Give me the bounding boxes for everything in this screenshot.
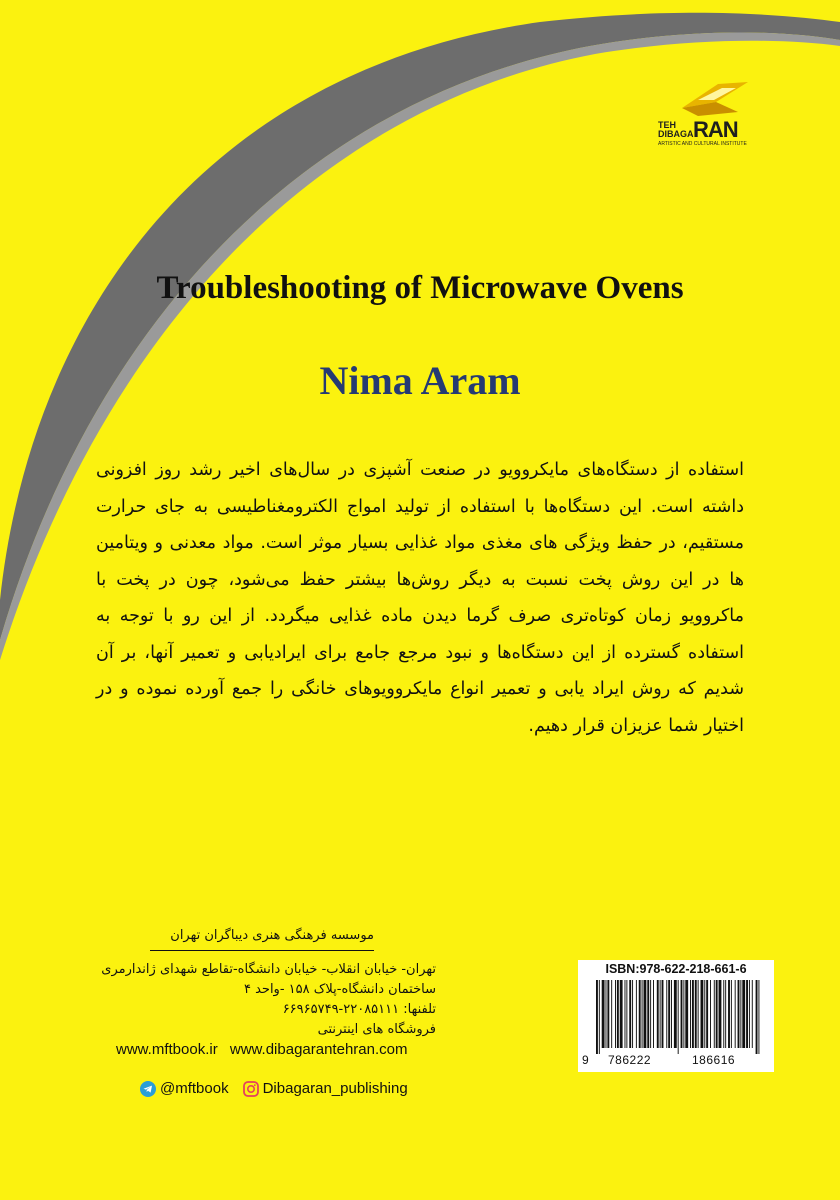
barcode-bar	[650, 980, 651, 1048]
barcode-bar	[647, 980, 649, 1048]
online-stores-label: فروشگاه های اینترنتی	[317, 1022, 436, 1037]
logo-text-teh: TEH	[658, 120, 676, 130]
barcode-bar	[683, 980, 684, 1048]
barcode-bar	[632, 980, 633, 1048]
barcode-bar	[611, 980, 612, 1048]
publisher-logo	[640, 78, 760, 168]
barcode-bar	[626, 980, 627, 1048]
barcode-bar	[625, 980, 626, 1048]
barcode-bar	[606, 980, 607, 1048]
barcode-bar	[692, 980, 694, 1048]
book-title: Troubleshooting of Microwave Ovens	[156, 270, 684, 306]
barcode-bar	[674, 980, 677, 1048]
barcode-bar	[685, 980, 688, 1048]
barcode-bar	[644, 980, 647, 1048]
logo-mark-icon	[678, 78, 750, 118]
barcode-bar	[704, 980, 705, 1048]
barcode-bar	[742, 980, 745, 1048]
barcode-bar	[695, 980, 697, 1048]
barcode-bar	[662, 980, 664, 1048]
barcode-bar	[735, 980, 736, 1048]
barcode-bar	[678, 980, 679, 1054]
barcode-bar	[599, 980, 600, 1054]
barcode-bar	[723, 980, 724, 1048]
website-link-mftbook[interactable]: www.mftbook.ir	[116, 1041, 218, 1058]
barcode-digit-first: 9	[582, 1053, 589, 1067]
barcode-bar	[706, 980, 708, 1048]
barcode-bar	[620, 980, 623, 1048]
barcode-bar	[714, 980, 715, 1048]
barcode-bar	[756, 980, 758, 1054]
barcode-bar	[636, 980, 637, 1048]
website-link-dibagaran[interactable]: www.dibagarantehran.com	[229, 1041, 408, 1058]
logo-subtitle: ARTISTIC AND CULTURAL INSTITUTE	[658, 141, 747, 147]
barcode-bar	[738, 980, 740, 1048]
barcode-bar	[725, 980, 726, 1048]
barcode-icon	[594, 980, 762, 1054]
isbn-label: ISBN:978-622-218-661-6	[605, 962, 747, 976]
publisher-address-block	[96, 960, 436, 1040]
barcode-bar	[639, 980, 641, 1048]
barcode-bar	[668, 980, 670, 1048]
social-links	[140, 1080, 408, 1097]
instagram-icon	[243, 1081, 259, 1097]
barcode-digits-left: 786222	[608, 1053, 652, 1067]
barcode-bar	[666, 980, 667, 1048]
phone-numbers: تلفنها: ۲۲۰۸۵۱۱۱-۶۶۹۶۵۷۴۹	[282, 1002, 436, 1017]
barcode-bar	[701, 980, 704, 1048]
isbn-barcode-block	[578, 960, 774, 1072]
barcode-bar	[740, 980, 741, 1048]
address-line-2: ساختمان دانشگاه-پلاک ۱۵۸ -واحد ۴	[243, 982, 436, 997]
barcode-bar	[617, 980, 619, 1048]
address-line-1: تهران- خیابان انقلاب- خیابان دانشگاه-تقاطع شهدای ژاندارمری	[101, 962, 436, 977]
barcode-bar	[710, 980, 711, 1048]
logo-text-ran: RAN	[693, 117, 738, 142]
barcode-bar	[671, 980, 672, 1048]
barcode-bar	[728, 980, 730, 1048]
barcode-bar	[602, 980, 605, 1048]
barcode-bar	[752, 980, 753, 1048]
barcode-bar	[657, 980, 659, 1048]
barcode-bar	[690, 980, 691, 1048]
barcode-bar	[615, 980, 616, 1048]
website-links	[116, 1041, 415, 1058]
barcode-bar	[629, 980, 631, 1048]
barcode-bar	[758, 980, 759, 1054]
logo-text-dibaga: DIBAGA	[658, 129, 694, 139]
telegram-handle[interactable]: @mftbook	[160, 1080, 229, 1097]
barcode-bar	[746, 980, 748, 1048]
barcode-bar	[607, 980, 609, 1048]
barcode-bar	[660, 980, 661, 1048]
barcode-bar	[681, 980, 683, 1048]
barcode-bar	[719, 980, 722, 1048]
barcode-bar	[596, 980, 598, 1054]
barcode-bar	[642, 980, 643, 1048]
barcode-bar	[716, 980, 718, 1048]
barcode-bar	[731, 980, 732, 1048]
barcode-bar	[698, 980, 699, 1048]
book-description: استفاده از دستگاه‌های مایکروویو در صنعت آشپزی در سال‌های اخیر رشد روز افزونی داشته است. این دستگاه‌ها با استفاده از تولید امواج الکترومغناطیسی به جای حرارت مستقیم، در حفظ ویژگی های مغذی مواد غذایی بسیار موثر است. مواد معدنی و ویتامین ها در این روش پخت نسبت به دیگر روش‌ها بیشتر حفظ می‌شود، چون در پخت با ماکروویو زمان کوتاه‌تری صرف گرما دیدن ماده غذایی میگردد. از این رو با توجه به استفاده گسترده از این دستگاه‌ها و نبود مرجع جامع برای ایرادیابی و تعمیر آنها، بر آن شدیم که روش ایراد یابی و تعمیر انواع مایکروویوهای خانگی را جمع آورده نموده و در اختیار شما عزیزان قرار دهیم.	[96, 460, 744, 736]
book-author: Nima Aram	[319, 358, 521, 403]
barcode-bar	[749, 980, 750, 1048]
barcode-digits-right: 186616	[692, 1053, 736, 1067]
telegram-icon	[140, 1081, 156, 1097]
publisher-name: موسسه فرهنگی هنری دیباگران تهران	[150, 925, 374, 951]
barcode-bar	[653, 980, 654, 1048]
instagram-handle[interactable]: Dibagaran_publishing	[262, 1080, 408, 1097]
